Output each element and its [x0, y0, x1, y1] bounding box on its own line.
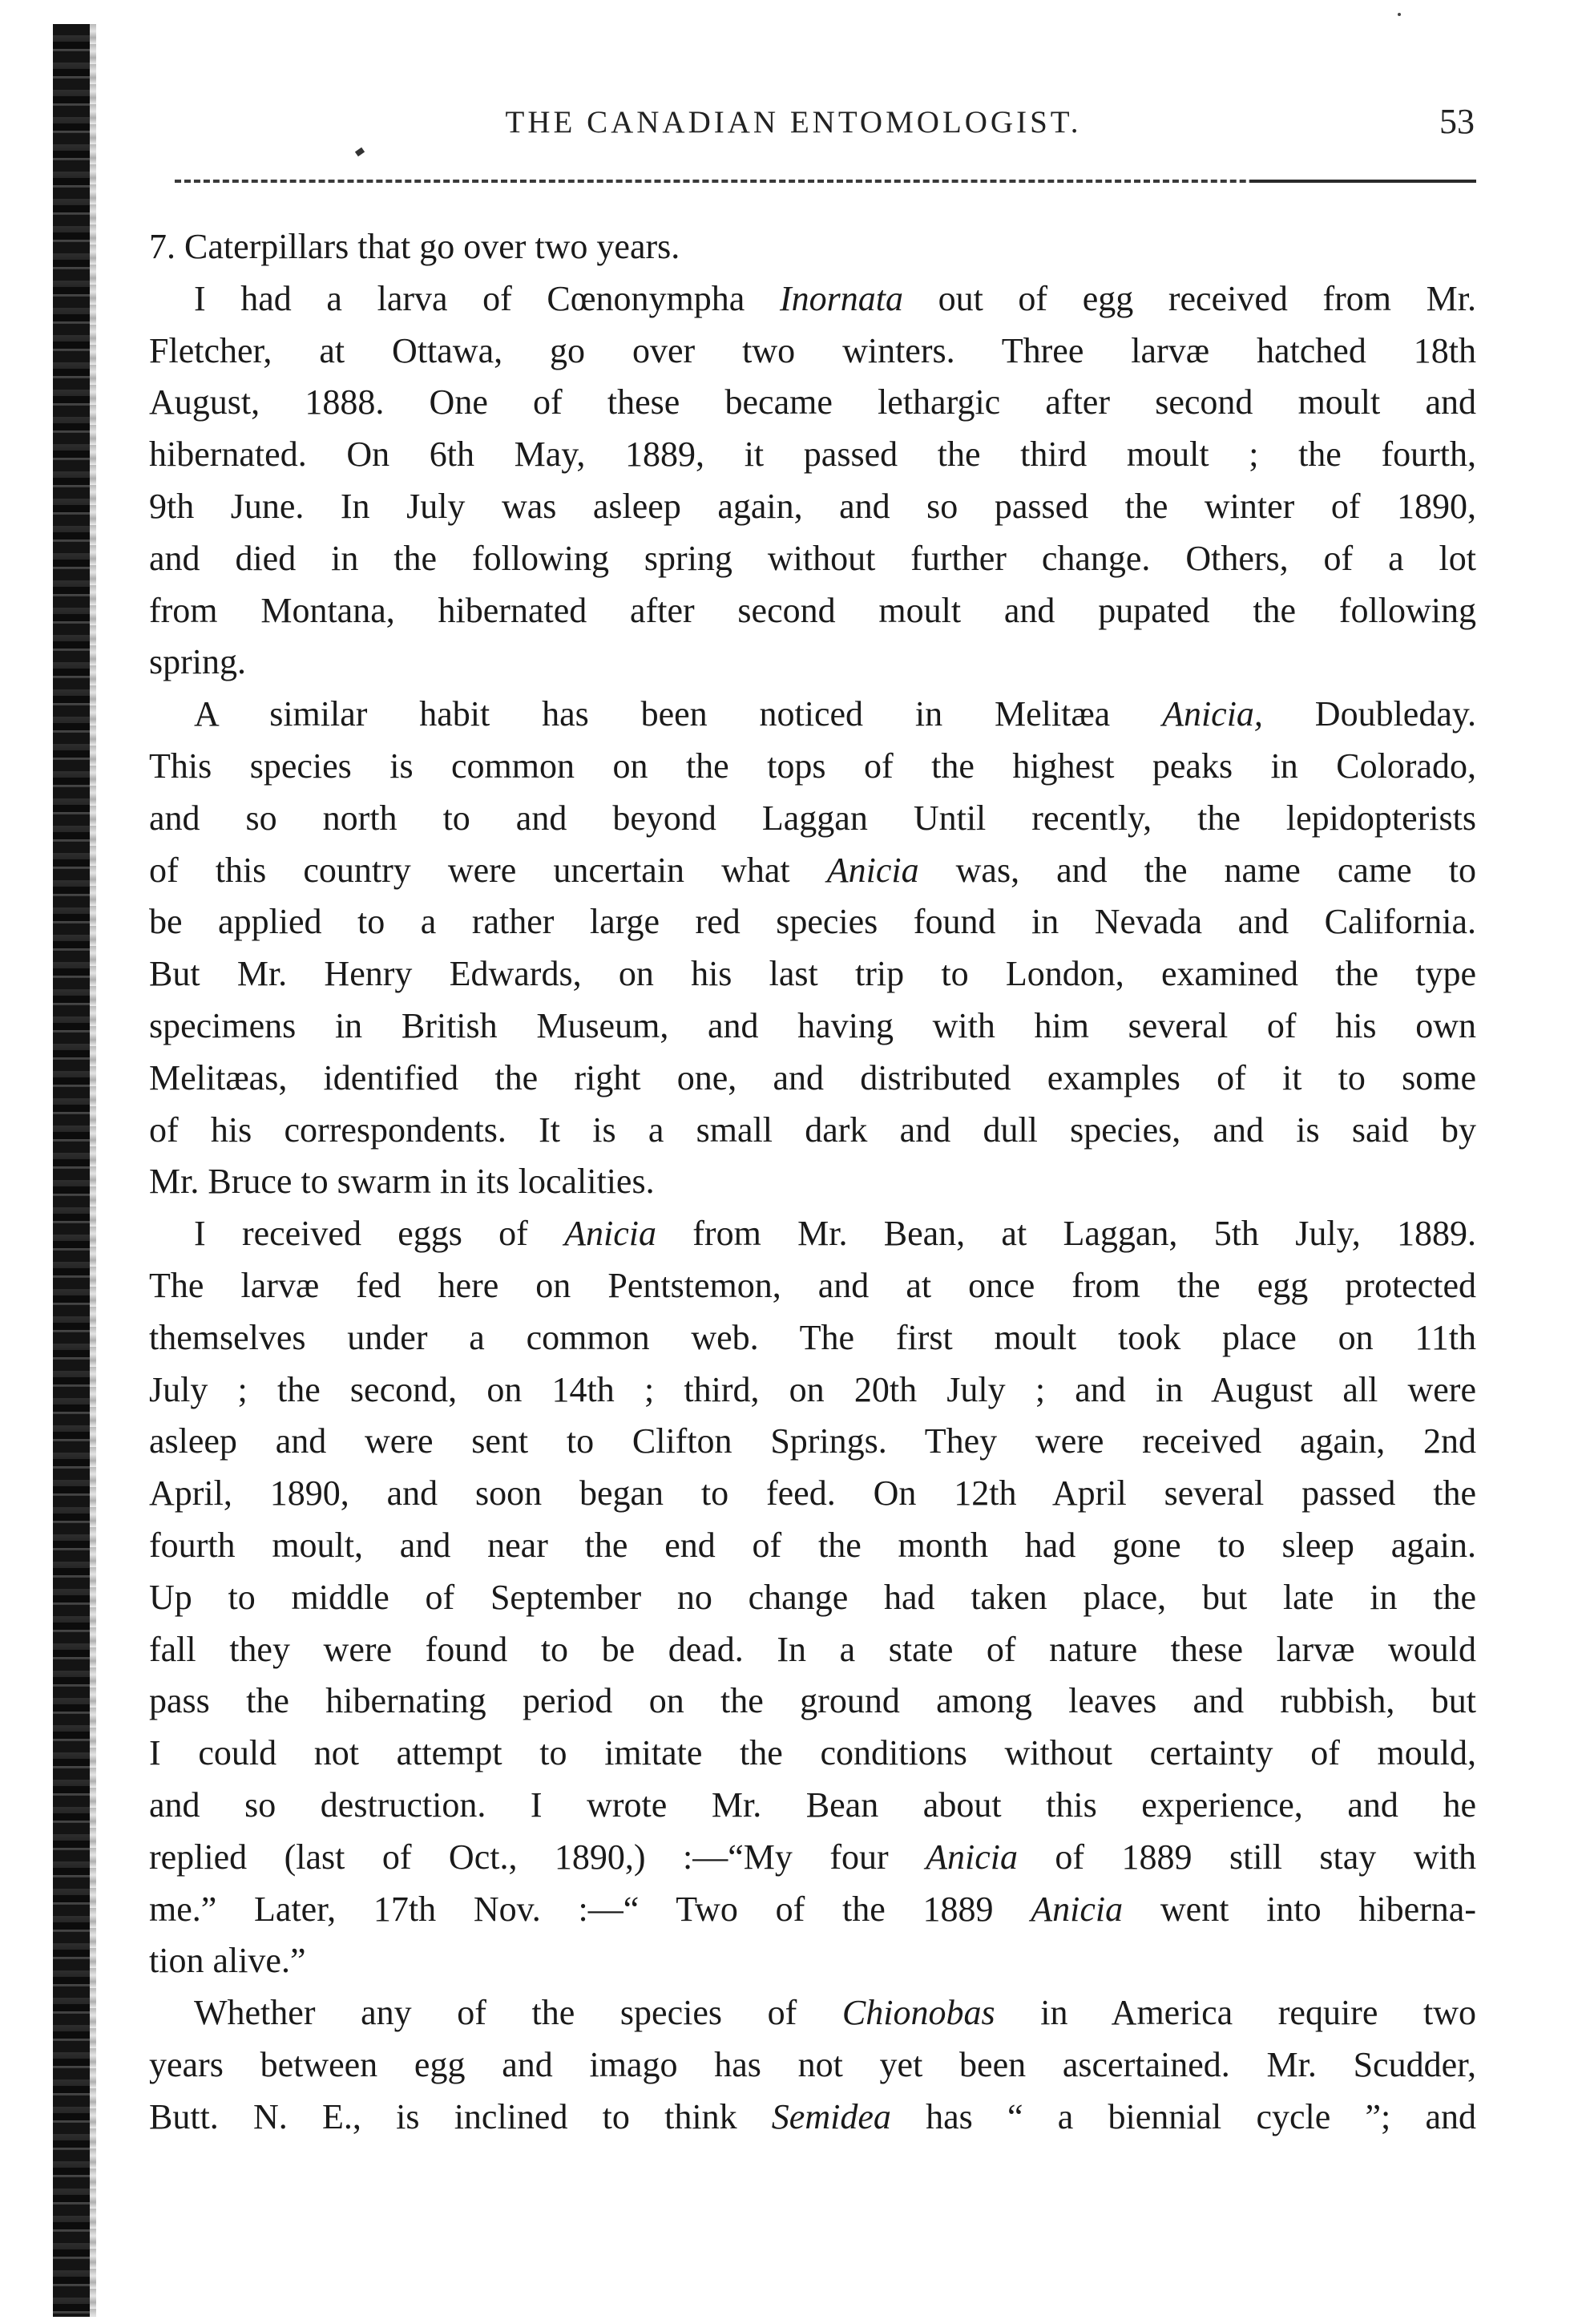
text-line [149, 585, 1476, 637]
text-span: 7. Caterpillars that go over two years. [149, 227, 680, 266]
text-line [149, 273, 1476, 325]
text-span: asleep and were sent to Clifton Springs. They were received again, 2nd [149, 1421, 1476, 1461]
text-line [149, 1935, 1476, 1987]
text-line [149, 2039, 1476, 2092]
text-span: and so north to and beyond Laggan Until recently, the lepidopterists [149, 798, 1476, 838]
text-line [149, 325, 1476, 378]
article-body [149, 221, 1476, 2143]
text-line [149, 1468, 1476, 1520]
page-header [152, 104, 1475, 152]
text-line [149, 948, 1476, 1000]
text-span: specimens in British Museum, and having with him several of his own [149, 1005, 1476, 1045]
text-span: But Mr. Henry Edwards, on his last trip to London, examined the type [149, 954, 1476, 994]
text-span: from Mr. Bean, at Laggan, 5th July, 1889. [656, 1214, 1477, 1254]
text-span: in America require two [995, 1993, 1476, 2033]
italic-text: Anicia [564, 1214, 656, 1254]
text-span: was, and the name came to [918, 850, 1476, 890]
book-spine-shadow [53, 24, 90, 2317]
text-span: This species is common on the tops of the highest peaks in Colorado, [149, 746, 1476, 786]
text-line [149, 1364, 1476, 1417]
text-span: I received eggs of [194, 1214, 565, 1254]
text-span: fourth moult, and near the end of the month had gone to sleep again. [149, 1525, 1476, 1565]
text-line [149, 1260, 1476, 1312]
text-span: Whether any of the species of [194, 1993, 842, 2033]
text-span: Melitæas, identified the right one, and distributed examples of it to some [149, 1057, 1476, 1097]
italic-text: Anicia, [1162, 694, 1263, 734]
text-span: years between egg and imago has not yet been ascertained. Mr. Scudder, [149, 2044, 1476, 2084]
text-line [149, 1884, 1476, 1936]
text-line [149, 429, 1476, 481]
text-span: Fletcher, at Ottawa, go over two winters. Three larvæ hatched 18th [149, 330, 1476, 370]
text-line [149, 1832, 1476, 1884]
text-span: Mr. Bruce to swarm in its localities. [149, 1162, 655, 1202]
text-span: and died in the following spring without further change. Others, of a lot [149, 538, 1476, 578]
text-line [149, 1312, 1476, 1364]
text-line [149, 1572, 1476, 1624]
text-line [149, 1416, 1476, 1468]
speck-mark [1398, 13, 1401, 16]
text-line [149, 481, 1476, 533]
italic-text: Anicia [1031, 1889, 1124, 1929]
text-span: I could not attempt to imitate the conditions without certainty of mould, [149, 1733, 1476, 1773]
text-line [149, 1000, 1476, 1053]
text-line [149, 1208, 1476, 1260]
text-line [149, 1624, 1476, 1676]
italic-text: Semidea [771, 2096, 891, 2136]
text-line [149, 377, 1476, 429]
text-span: of 1889 still stay with [1017, 1837, 1476, 1877]
text-line [149, 741, 1476, 793]
text-span: Doubleday. [1262, 694, 1476, 734]
text-span: Up to middle of September no change had taken place, but late in the [149, 1577, 1476, 1617]
text-span: and so destruction. I wrote Mr. Bean about this experience, and he [149, 1784, 1476, 1825]
text-span: A similar habit has been noticed in Melitæa [194, 694, 1163, 734]
text-span: replied (last of Oct., 1890,) :—“My four [149, 1837, 926, 1877]
text-line [149, 793, 1476, 845]
text-span: me.” Later, 17th Nov. :—“ Two of the 1889 [149, 1889, 1031, 1929]
text-line [149, 1156, 1476, 1208]
text-line [149, 1780, 1476, 1832]
text-line [149, 1675, 1476, 1728]
text-line [149, 1105, 1476, 1157]
text-span: fall they were found to be dead. In a state of nature these larvæ would [149, 1629, 1476, 1669]
text-line [149, 1728, 1476, 1780]
text-span: 9th June. In July was asleep again, and so passed the winter of 1890, [149, 486, 1476, 526]
text-span: August, 1888. One of these became lethargic after second moult and [149, 382, 1476, 422]
running-head: THE CANADIAN ENTOMOLOGIST. [505, 105, 1082, 139]
text-span: July ; the second, on 14th ; third, on 20th July ; and in August all were [149, 1369, 1476, 1409]
text-line [149, 221, 1476, 273]
italic-text: Anicia [826, 850, 919, 890]
text-line [149, 637, 1476, 689]
text-line [149, 1520, 1476, 1572]
text-span: themselves under a common web. The first moult took place on 11th [149, 1317, 1476, 1357]
text-span: spring. [149, 642, 246, 682]
book-gutter-edge [90, 24, 96, 2317]
text-line [149, 533, 1476, 585]
text-span: of this country were uncertain what [149, 850, 827, 890]
text-line [149, 1053, 1476, 1105]
text-span: out of egg received from Mr. [902, 278, 1476, 318]
text-span: went into hiberna- [1123, 1889, 1476, 1929]
text-line [149, 2092, 1476, 2144]
italic-text: Inornata [779, 278, 903, 318]
text-span: pass the hibernating period on the ground among leaves and rubbish, but [149, 1681, 1476, 1721]
italic-text: Chionobas [841, 1993, 995, 2033]
text-span: of his correspondents. It is a small dark and dull species, and is said by [149, 1109, 1476, 1150]
text-span: hibernated. On 6th May, 1889, it passed the third moult ; the fourth, [149, 434, 1476, 475]
italic-text: Anicia [926, 1837, 1018, 1877]
text-span: Butt. N. E., is inclined to think [149, 2096, 772, 2136]
text-line [149, 689, 1476, 741]
text-line [149, 845, 1476, 897]
text-span: April, 1890, and soon began to feed. On 12th April several passed the [149, 1473, 1476, 1514]
text-span: I had a larva of Cœnonympha [194, 278, 780, 318]
text-span: tion alive.” [149, 1941, 306, 1981]
text-span: The larvæ fed here on Pentstemon, and at once from the egg protected [149, 1265, 1476, 1305]
header-rule-segment [1250, 180, 1476, 183]
text-line [149, 896, 1476, 948]
text-line [149, 1987, 1476, 2039]
page-number: 53 [1439, 102, 1475, 141]
text-span: from Montana, hibernated after second moult and pupated the following [149, 590, 1476, 630]
text-span: be applied to a rather large red species found in Nevada and California. [149, 902, 1476, 942]
text-span: has “ a biennial cycle ”; and [890, 2096, 1476, 2136]
